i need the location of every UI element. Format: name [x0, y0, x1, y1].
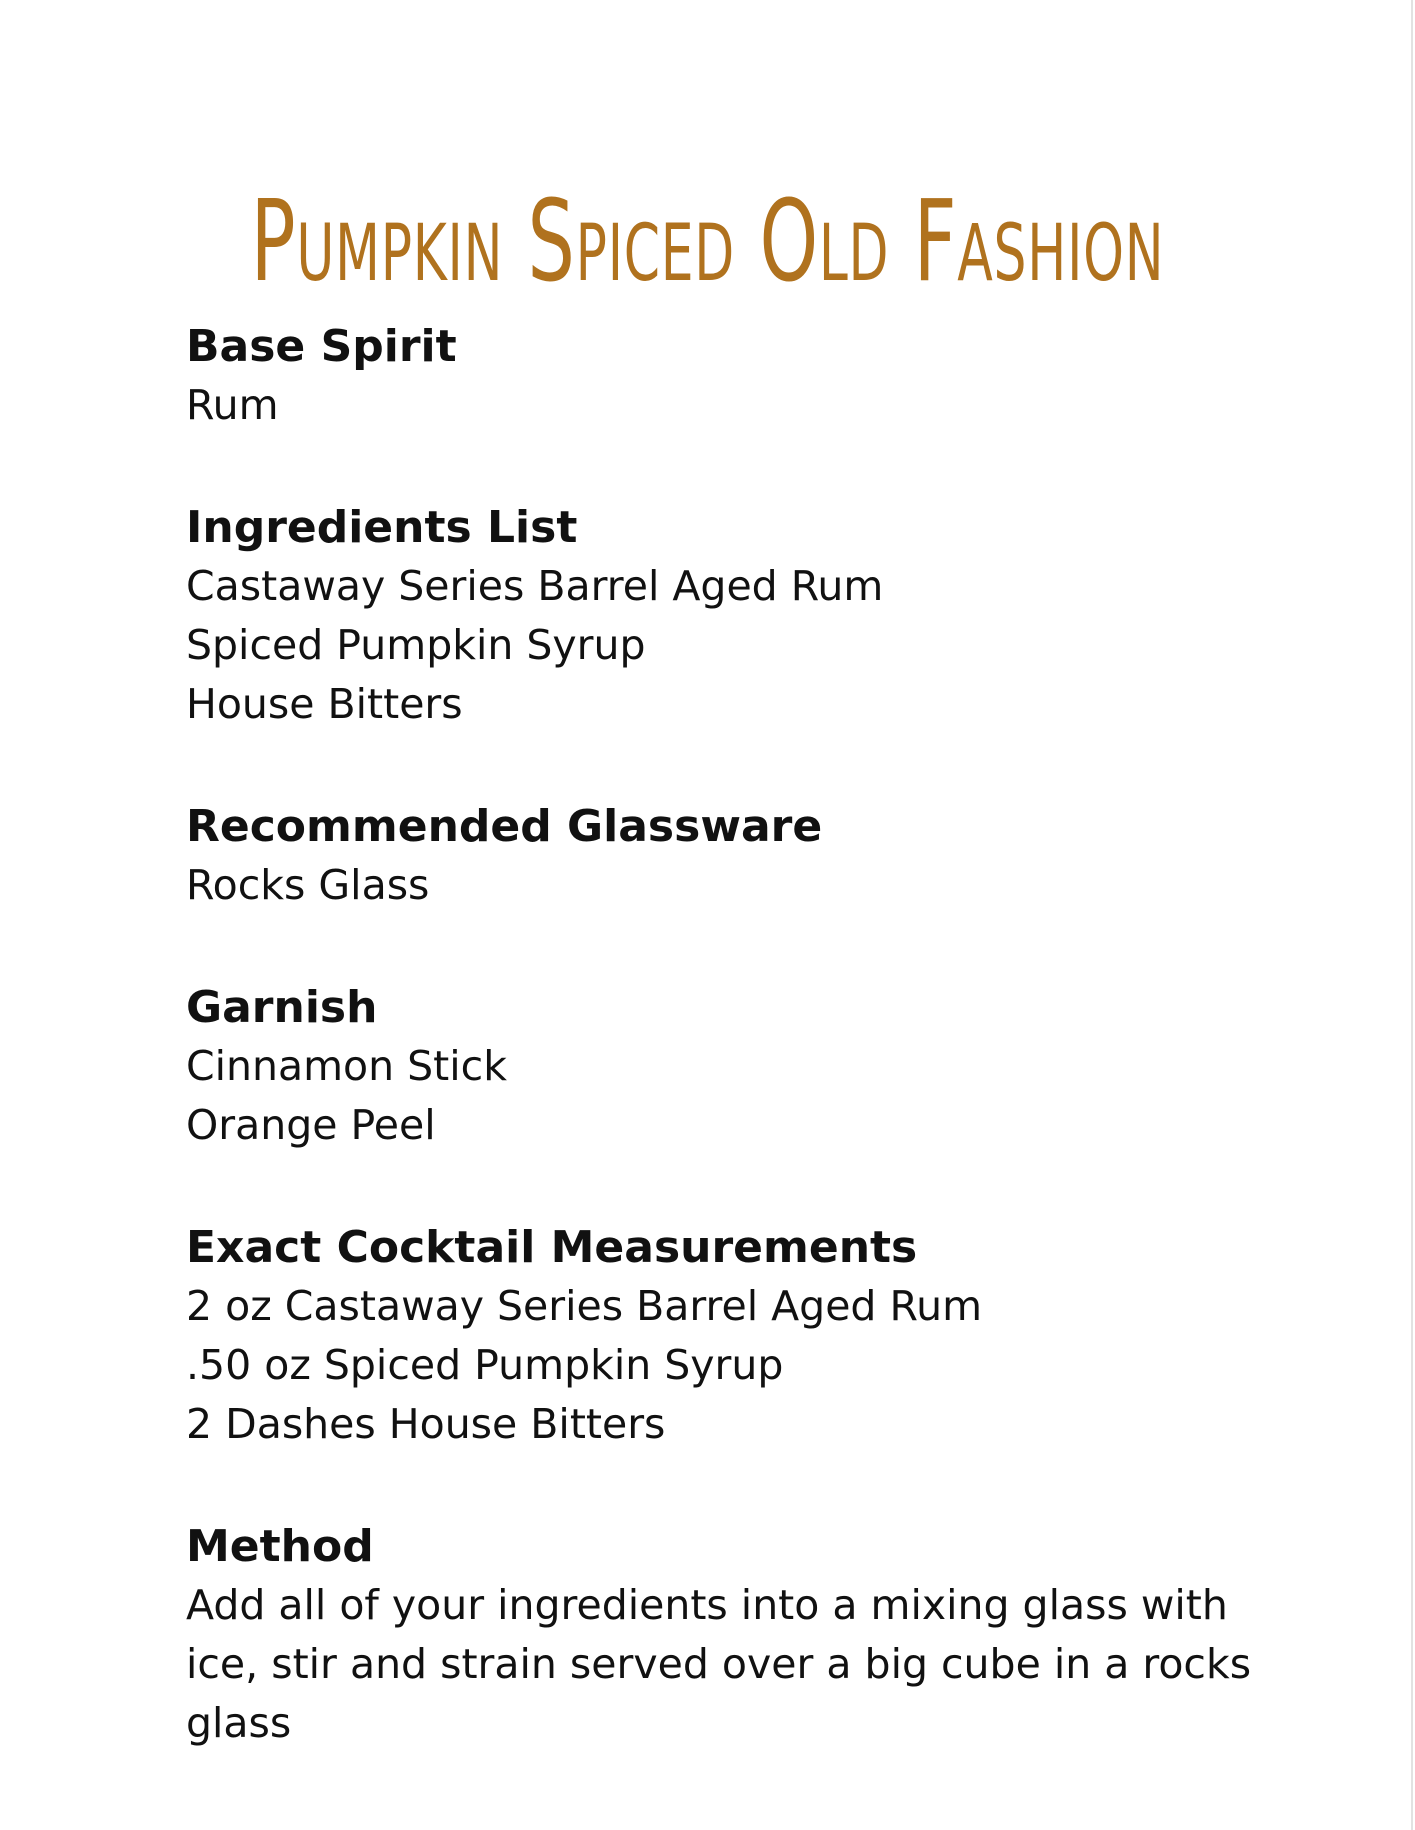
section-heading: Garnish [186, 982, 378, 1033]
measurement-item: .50 oz Spiced Pumpkin Syrup [186, 1341, 784, 1389]
recipe-body [186, 318, 1286, 1817]
garnish-item: Cinnamon Stick [186, 1042, 507, 1090]
section-line: Rocks Glass [186, 861, 430, 909]
section-exact-measurements [186, 1219, 1286, 1454]
section-line: Rum [186, 381, 279, 429]
ingredient-item: House Bitters [186, 680, 463, 728]
section-heading: Recommended Glassware [186, 801, 823, 852]
section-base-spirit [186, 318, 1286, 435]
measurement-item: 2 oz Castaway Series Barrel Aged Rum [186, 1282, 983, 1330]
section-heading: Method [186, 1521, 374, 1572]
measurement-item: 2 Dashes House Bitters [186, 1400, 666, 1448]
recipe-title: Pumpkin Spiced Old Fashion [250, 177, 1165, 308]
section-heading: Exact Cocktail Measurements [186, 1222, 918, 1273]
section-heading: Base Spirit [186, 321, 457, 372]
method-text-line: ice, stir and strain served over a big cube in a rocks [186, 1640, 1252, 1688]
garnish-item: Orange Peel [186, 1101, 436, 1149]
section-method [186, 1518, 1286, 1753]
section-garnish [186, 979, 1286, 1155]
section-recommended-glassware [186, 798, 1286, 915]
ingredient-item: Castaway Series Barrel Aged Rum [186, 562, 884, 610]
section-ingredients-list [186, 499, 1286, 734]
method-text-line: glass [186, 1699, 292, 1747]
page-edge-rule [1411, 0, 1413, 1830]
section-heading: Ingredients List [186, 502, 578, 553]
method-text-line: Add all of your ingredients into a mixing glass with [186, 1581, 1228, 1629]
ingredient-item: Spiced Pumpkin Syrup [186, 621, 646, 669]
